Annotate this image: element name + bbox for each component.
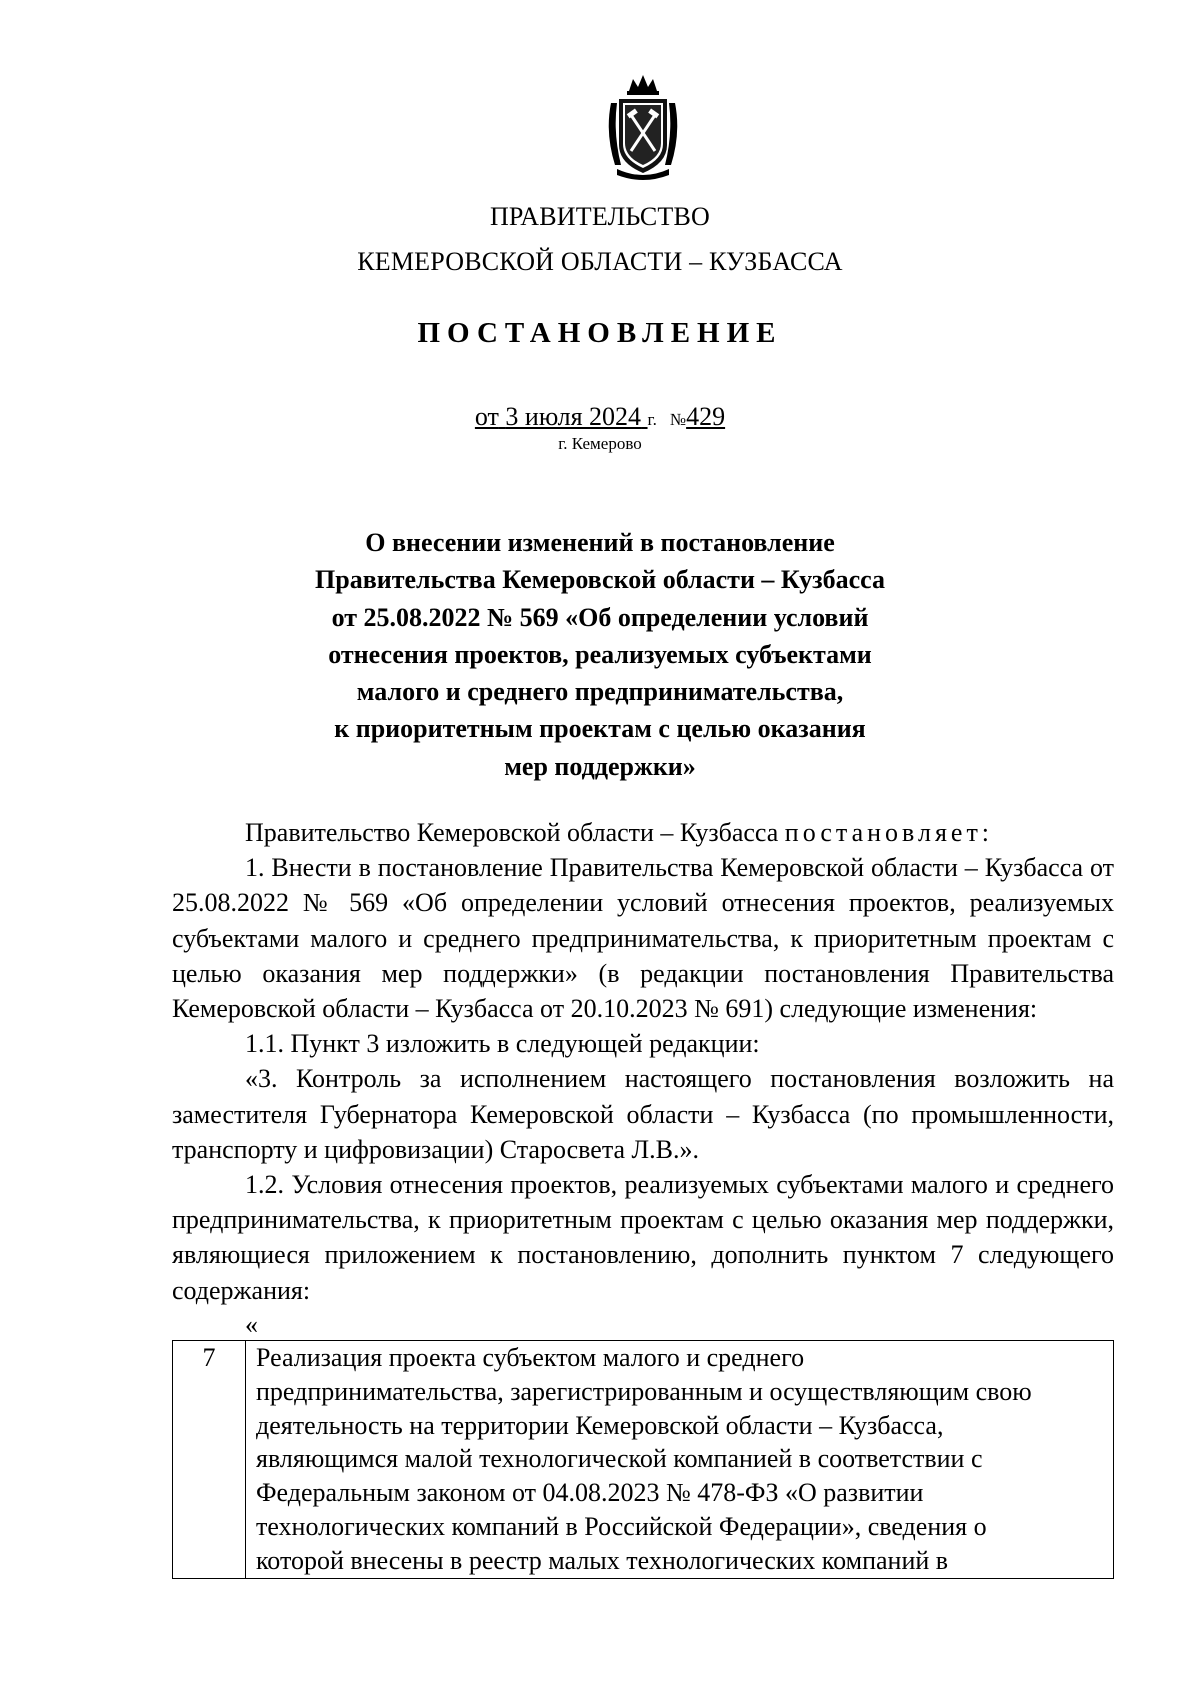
row-text-cell — [246, 1341, 1114, 1579]
title-line: О внесении изменений в постановление — [365, 528, 835, 557]
document-title — [200, 524, 1000, 785]
conditions-table — [172, 1340, 1114, 1579]
paragraph-1-2: 1.2. Условия отнесения проектов, реализуемых субъектами малого и среднего предпринимательства, к приоритетным проектам с целью оказания мер поддержки, являющиеся приложением к постановлению, дополнить пунктом 7 следующего содержания: — [172, 1170, 1114, 1305]
title-line: от 25.08.2022 № 569 «Об определении условий — [331, 602, 869, 632]
coat-of-arms-icon — [603, 73, 683, 183]
cell-line: которой внесены в реестр малых технологических компаний в — [256, 1545, 949, 1575]
title-line: малого и среднего предпринимательства, — [356, 677, 844, 707]
cell-line: технологических компаний в Российской Федерации», сведения о — [256, 1511, 987, 1541]
document-date: 3 июля 2024 — [505, 402, 642, 431]
year-suffix: г. — [647, 410, 657, 429]
title-line: Правительства Кемеровской области – Кузбасса — [315, 565, 885, 595]
paragraph-1: 1. Внести в постановление Правительства Кемеровской области – Кузбасса от 25.08.2022 № 569 «Об определении условий отнесения проектов, реализуемых субъектами малого и среднего предпринимательства, к приоритетным проектам с целью оказания мер поддержки» (в редакции постановления Правительства Кемеровской области – Кузбасса от 20.10.2023 № 691) следующие изменения: — [172, 853, 1114, 1024]
title-line: отнесения проектов, реализуемых субъектами — [328, 639, 872, 669]
cell-line: деятельность на территории Кемеровской области – Кузбасса, — [256, 1410, 944, 1440]
paragraph-1-1-quote: «3. Контроль за исполнением настоящего постановления возложить на заместителя Губернатора Кемеровской области – Кузбасса (по промышленности, транспорту и цифровизации) Старосвета Л.В.». — [172, 1064, 1114, 1164]
intro-text: Правительство Кемеровской области – Кузбасса — [245, 818, 779, 847]
intro-verb: постановляет: — [784, 818, 994, 847]
intro-paragraph — [172, 815, 1114, 850]
row-number-cell: 7 — [173, 1341, 246, 1579]
document-body — [172, 815, 1114, 1308]
city-label: г. Кемерово — [558, 434, 642, 453]
government-name-line-2: КЕМЕРОВСКОЙ ОБЛАСТИ – КУЗБАССА — [357, 247, 843, 276]
document-date-number — [0, 402, 1200, 432]
title-line: мер поддержки» — [504, 751, 696, 781]
opening-quote-mark: « — [245, 1310, 258, 1339]
paragraph-1-1: 1.1. Пункт 3 изложить в следующей редакции: — [245, 1029, 760, 1059]
cell-line: предпринимательства, зарегистрированным и осуществляющим свою — [256, 1376, 1032, 1406]
document-number: 429 — [686, 402, 726, 431]
title-line: к приоритетным проектам с целью оказания — [334, 714, 866, 744]
date-prefix: от — [474, 402, 499, 431]
cell-line: Реализация проекта субъектом малого и среднего — [256, 1343, 805, 1372]
table-row — [173, 1341, 1114, 1579]
document-type-heading: ПОСТАНОВЛЕНИЕ — [417, 317, 783, 349]
government-name-line-1: ПРАВИТЕЛЬСТВО — [489, 202, 711, 231]
cell-line: Федеральным законом от 04.08.2023 № 478-ФЗ «О развитии — [256, 1478, 924, 1508]
number-sign: № — [669, 410, 687, 429]
cell-line: являющимся малой технологической компанией в соответствии с — [256, 1444, 983, 1474]
